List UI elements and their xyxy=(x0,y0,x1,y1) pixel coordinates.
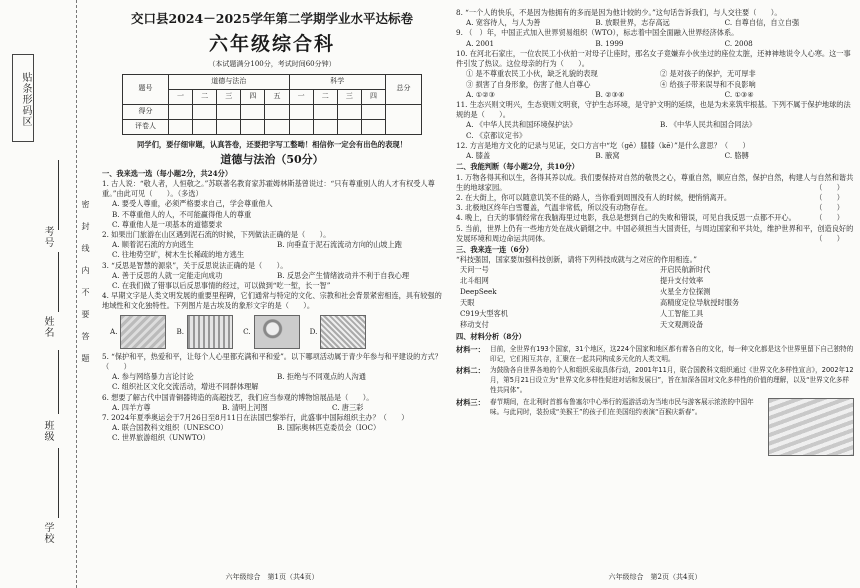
seal-line-text: 密 封 线 内 不 要 答 题 xyxy=(81,200,90,365)
judge-3 xyxy=(456,203,854,213)
material-3 xyxy=(456,398,854,456)
question-2: 2. 如果出门旅游在山区遇到泥石流的时候，下列做法正确的是（ ）。 xyxy=(102,229,331,239)
option: A. 2001 xyxy=(466,38,495,48)
option: B. 拒绝与不同观点的人沟通 xyxy=(277,372,366,382)
score-col: 一 xyxy=(289,89,313,104)
option: C. 《京都议定书》 xyxy=(466,130,527,140)
section-4-heading: 四、材料分析（8分） xyxy=(456,332,526,342)
score-cell xyxy=(361,104,385,119)
score-col: 四 xyxy=(241,89,265,104)
section-title: 道德与法治（50分） xyxy=(220,153,324,167)
option: C. 2008 xyxy=(724,38,753,48)
parade-photo xyxy=(768,398,854,456)
matching-left xyxy=(460,265,590,331)
material-label: 材料一： xyxy=(456,344,485,354)
option-letter: A. xyxy=(110,326,118,336)
judge-1 xyxy=(456,173,854,193)
script-image xyxy=(320,315,366,349)
answer-paren: （ ） xyxy=(815,213,844,223)
image-option-d xyxy=(310,315,367,349)
material-label: 材料三： xyxy=(456,398,485,408)
question-10: 10. 在河北石家庄，一位农民工小伙拍一对母子让座时，那名女子竟嫌弃小伙坐过的座位太脏，还神神地说令人心寒。这一事件引发了热议。这位母亲的行为（ ）。 xyxy=(456,48,851,69)
score-col: 三 xyxy=(217,89,241,104)
judge-text: 5. 当前，世界上仍有一些地方处在战火硝烟之中。中国必须担当大国责任，与周边国家和平共处，维护世界和平，创造良好的发展环境和周边命运共同体。 xyxy=(456,223,854,243)
match-right-item[interactable]: 提升支付效率 xyxy=(660,276,704,286)
option: A. ①②③ xyxy=(466,89,496,99)
barcode-label: 贴条形码区 xyxy=(20,72,31,127)
options-row xyxy=(456,120,854,130)
question-12: 12. 方言是地方文化的记录与见证，交口方言中“圪（gě）膝膝（kē）”是什么意思？（ ） xyxy=(456,140,750,150)
question-8: 8. “一个人的快乐，不是因为他拥有的多而是因为他计较的少。”这句话告诉我们，与人交往要（ ）。 xyxy=(456,8,782,17)
option: A. 《中华人民共和国环境保护法》 xyxy=(466,120,577,130)
option: A. 四羊方尊 xyxy=(112,402,151,412)
exam-note: （本试题满分100分，考试时间60分钟） xyxy=(208,59,336,68)
score-cell xyxy=(265,104,289,119)
statement: ③ 损害了自身形象，伤害了他人自尊心 xyxy=(466,79,591,89)
score-col: 一 xyxy=(169,89,193,104)
score-cell xyxy=(217,104,241,119)
match-left-item[interactable]: C919大型客机 xyxy=(460,309,508,319)
script-image xyxy=(120,315,166,349)
subject-title: 六年级综合科 xyxy=(208,32,335,55)
option: B. 国际奥林匹克委员会（IOC） xyxy=(277,423,381,433)
option: A. 要受人尊重，必须严格要求自己，学会尊重他人 xyxy=(112,199,273,209)
answer-paren: （ ） xyxy=(815,192,844,202)
grader-cell xyxy=(265,119,289,134)
match-left-item[interactable]: 天眼 xyxy=(460,298,475,308)
script-image xyxy=(187,315,233,349)
option: A. 联合国教科文组织（UNESCO） xyxy=(112,423,228,433)
option: B. 向垂直于泥石流流动方向的山坡上跑 xyxy=(277,240,402,250)
page-2 xyxy=(456,8,854,583)
page-1 xyxy=(102,8,442,583)
total-cell xyxy=(386,104,422,134)
class-label: 班级 xyxy=(42,420,53,442)
judge-5 xyxy=(456,224,854,244)
match-right-item[interactable]: 火星全方位探测 xyxy=(660,287,711,297)
material-1 xyxy=(456,345,854,365)
score-col: 二 xyxy=(193,89,217,104)
grader-cell xyxy=(193,119,217,134)
options-row xyxy=(102,423,442,433)
option: A. 宽容待人，与人为善 xyxy=(466,18,541,28)
statement: ④ 给孩子带来误导和不良影响 xyxy=(660,79,756,89)
match-left-item[interactable]: 移动支付 xyxy=(460,320,489,330)
image-options xyxy=(102,314,442,350)
score-cell xyxy=(193,104,217,119)
option: B. 不尊重他人的人，不可能赢得他人的尊重 xyxy=(112,209,252,219)
image-option-c xyxy=(243,315,300,349)
material-text: 春节期间，在北利时首都布鲁塞尔中心举行的巡游活动为当地市民与游客展示浓浓的中国年味。与此同时，装扮成“美猴王”的孩子们在美国纽约表演“百猴庆新春”。 xyxy=(490,398,754,417)
score-table-header: 题号 xyxy=(123,74,169,104)
grader-cell xyxy=(337,119,361,134)
grader-cell xyxy=(169,119,193,134)
score-table xyxy=(122,74,422,135)
grader-cell xyxy=(241,119,265,134)
option: C. 世界旅游组织（UNWTO） xyxy=(112,433,210,443)
option: C. 组织社区文化交流活动，增进不同群体理解 xyxy=(112,382,259,392)
match-right-item[interactable]: 开启民航新时代 xyxy=(660,265,711,275)
options-row xyxy=(102,372,442,382)
question-4: 4. 早期文字是人类文明发展的重要里程碑，它们通常与特定的文化、宗教和社会背景紧密相连，具有较强的地域性和文化独特性。下列图片是古埃及的象形文字的是（ ）。 xyxy=(102,291,442,311)
name-label: 姓名 xyxy=(42,316,53,338)
matching-right xyxy=(660,265,820,331)
grader-cell xyxy=(361,119,385,134)
options-row xyxy=(456,39,854,49)
option: C. 在我们做了错事以后反思事情的经过，可以做到“吃一堑，长一智” xyxy=(112,281,331,291)
options-row xyxy=(102,271,442,281)
section-3-heading: 三、我来连一连（6分） xyxy=(456,245,533,255)
score-table-total: 总分 xyxy=(386,74,422,104)
page-2-footer: 六年级综合 第2页（共4页） xyxy=(608,573,702,582)
option: C. 尊重他人是一项基本的道德要求 xyxy=(112,219,223,229)
name-line xyxy=(58,252,59,312)
encouragement: 同学们，要仔细审题，认真答卷，还要把字写工整呦！相信你一定会有出色的表现！ xyxy=(137,139,407,149)
score-cell xyxy=(169,104,193,119)
option-letter: B. xyxy=(176,326,185,336)
judge-2 xyxy=(456,193,854,203)
judge-4 xyxy=(456,213,854,223)
score-col: 五 xyxy=(265,89,289,104)
option: B. 放眼世界，志存高远 xyxy=(595,18,670,28)
match-left-item[interactable]: 天问一号 xyxy=(460,265,489,275)
option: A. 膝盖 xyxy=(466,151,491,161)
class-line xyxy=(58,350,59,414)
grader-cell xyxy=(313,119,337,134)
score-col: 四 xyxy=(361,89,385,104)
score-cell xyxy=(289,104,313,119)
score-cell xyxy=(241,104,265,119)
option: C. 唐三彩 xyxy=(332,402,364,412)
option-letter: C. xyxy=(243,326,251,336)
judge-text: 4. 晚上，白天的事情经常在我脑海里过电影，我总是想到自己的失败和错误，可见自我反思一点都不开心。 xyxy=(456,213,796,223)
exam-title: 交口县2024－2025学年第二学期学业水平达标卷 xyxy=(130,11,414,26)
answer-paren: （ ） xyxy=(815,203,844,213)
school-line xyxy=(58,448,59,518)
page-1-footer: 六年级综合 第1页（共4页） xyxy=(225,573,319,582)
match-right-item[interactable]: 高精度定位导航授时服务 xyxy=(660,298,740,308)
option: C. ①③④ xyxy=(724,89,754,99)
option-letter: D. xyxy=(309,326,318,336)
options-row xyxy=(102,403,442,413)
option: B. ②③④ xyxy=(595,89,625,99)
exam-no-label: 考号 xyxy=(42,226,53,248)
options-row xyxy=(456,18,854,28)
matching-columns xyxy=(456,265,854,331)
score-cell xyxy=(337,104,361,119)
score-row-label: 得分 xyxy=(123,104,169,119)
exam-no-line xyxy=(58,160,59,230)
option: B. 反思会产生情绪波动并不利于自我心理 xyxy=(277,270,410,280)
option: C. 往地势空旷，树木生长稀疏的地方逃生 xyxy=(112,250,245,260)
section-3-intro: “科技强国，国家要加强科技创新，请将下列科技成就与之对应的作用相连。” xyxy=(456,255,697,265)
statement: ① 是不尊重农民工小伙，缺乏礼貌的表现 xyxy=(466,69,598,79)
school-label: 学校 xyxy=(42,522,53,544)
option: C. 胳膊 xyxy=(724,151,749,161)
options-row xyxy=(456,90,854,100)
score-table-group-science: 科学 xyxy=(289,74,385,89)
material-label: 材料二： xyxy=(456,366,485,376)
option: C. 自尊自信，自立自强 xyxy=(724,18,800,28)
question-7: 7. 2024年夏季奥运会于7月26日至8月11日在法国巴黎举行，此盛事中国际组织主办？（ ） xyxy=(102,413,409,422)
material-text: 为鼓励各自世界各地的个人和组织采取具体行动，2001年11月，联合国教科文组织通过《世界文化多样性宣言》，2002年12月，第5月21日设立为“世界文化多样性促进对话和发展日”，旨在加深各国对文化多样性的价值的理解，以及“世界文化多样性共同体”。 xyxy=(490,366,854,395)
option: B. 《中华人民共和国合同法》 xyxy=(660,120,757,130)
grader-cell xyxy=(289,119,313,134)
binding-margin xyxy=(0,0,100,588)
judge-text: 2. 在大街上，你可以随意讥笑不佳的路人，当你看到周围没有人的时候，便悄悄离开。 xyxy=(456,192,732,202)
options-row xyxy=(456,151,854,161)
section-2-heading: 二、我能判断（每小题2分，共10分） xyxy=(456,162,579,172)
option: B. 腋窝 xyxy=(595,151,620,161)
match-right-item[interactable]: 天文观测设备 xyxy=(660,320,704,330)
question-5: 5. “保护和平，热爱和平，让每个人心里都充满和平和爱”。以下哪项活动属于青少年参与和平建设的方式？（ ） xyxy=(102,351,442,371)
section-1-heading: 一、我来选一选（每小题2分，共24分） xyxy=(102,168,233,178)
question-3: 3. “反思是智慧的源泉”，关于反思说法正确的是（ ）。 xyxy=(102,260,288,270)
question-1: 1. 古人说：“敬人者，人恒敬之。”苏联著名教育家苏霍姆林斯基曾说过：“只有尊重别人的人才有权受人尊重。”由此可见（ ）。（多选） xyxy=(102,178,435,199)
material-text: 目前，全世界有193个国家，31个地区，这224个国家和地区都有着各自的文化，每一种文化都是这个世界里留下自己独特的印记，它们相互共存，汇聚在一起共同构成多元化的人类文明。 xyxy=(490,344,854,363)
script-image xyxy=(254,315,300,349)
statements-row xyxy=(456,69,854,79)
match-left-item[interactable]: 北斗组网 xyxy=(460,276,489,286)
option: B. 清明上河图 xyxy=(222,402,268,412)
image-option-a xyxy=(110,315,166,349)
statements-row xyxy=(456,80,854,90)
answer-paren: （ ） xyxy=(815,233,844,243)
options-row xyxy=(102,240,442,250)
score-col: 三 xyxy=(337,89,361,104)
answer-paren: （ ） xyxy=(815,182,844,192)
grader-cell xyxy=(217,119,241,134)
grader-row-label: 评卷人 xyxy=(123,119,169,134)
score-col: 二 xyxy=(313,89,337,104)
option: B. 1999 xyxy=(595,38,624,48)
question-11: 11. 生态兴则文明兴，生态衰则文明衰，守护生态环境，是守护文明的延续，也是为未来筑牢根基。下列不属于保护地球的法规的是（ ）。 xyxy=(456,99,851,120)
match-right-item[interactable]: 人工智能工具 xyxy=(660,309,704,319)
material-2 xyxy=(456,366,854,396)
score-cell xyxy=(313,104,337,119)
option: A. 善于反思的人就一定能走向成功 xyxy=(112,270,223,280)
match-left-item[interactable]: DeepSeek xyxy=(460,287,497,297)
statement: ② 是对孩子的保护，无可厚非 xyxy=(660,69,756,79)
image-option-b xyxy=(176,315,233,349)
seal-line xyxy=(76,0,77,588)
judge-text: 1. 万物各得其和以生，各得其养以成。我们要保持对自然的敬畏之心，尊重自然，顺应自然，保护自然，构建人与自然和谐共生的地球家园。 xyxy=(456,172,854,192)
question-9: 9. （ ）年，中国正式加入世界贸易组织（WTO），标志着中国全面融入世界经济体系。 xyxy=(456,28,739,38)
option: A. 顺着泥石流的方向逃生 xyxy=(112,240,194,250)
judge-text: 3. 北极地区终年白雪覆盖，气温非常低，所以没有动物存在。 xyxy=(456,203,653,213)
question-6: 6. 想要了解古代中国青铜器铸造的高超技艺，我们应当参观的博物馆展品是（ ）。 xyxy=(102,392,374,402)
score-table-group-ethics: 道德与法治 xyxy=(169,74,290,89)
option: A. 参与网络暴力言论讨论 xyxy=(112,372,194,382)
